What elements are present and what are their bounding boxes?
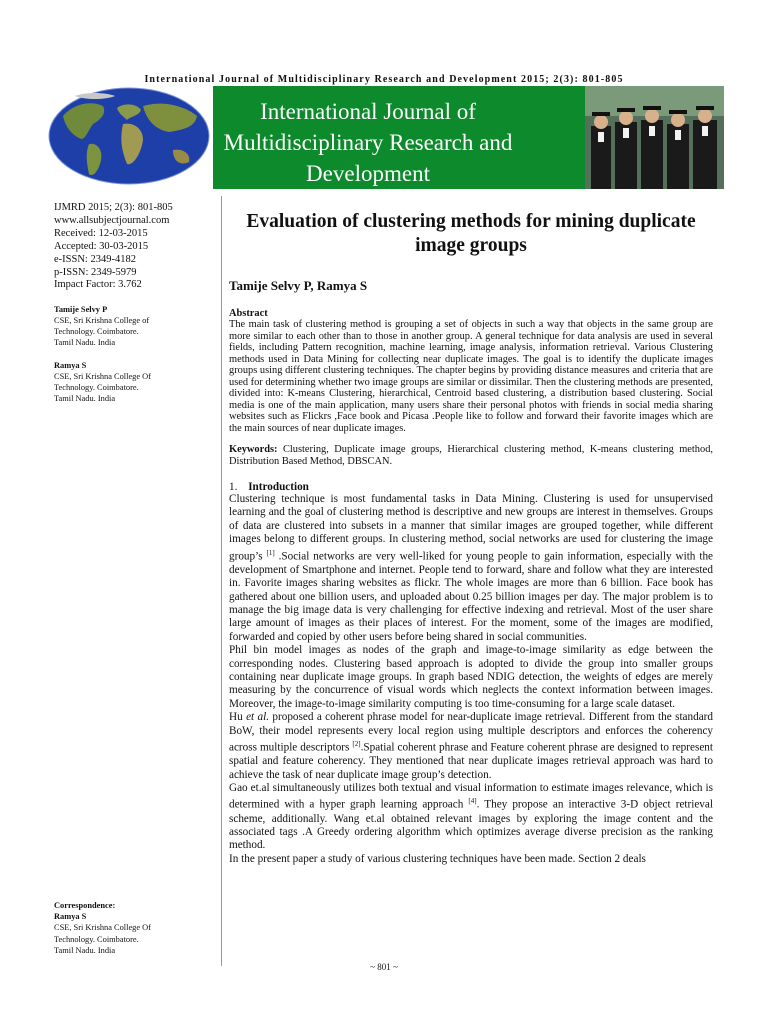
paragraph-text: Clustering technique is most fundamental tasks in Data Mining. Clustering is used for unsupervised learning and the goal of clustering method is descriptive and new groups are interest in themselves. Groups of data are clustered into subsets in a manner that similar images are grouped together, while different images belong to different groups. In clustering method, social networks are used for clustering the image group’s [229, 493, 713, 563]
paragraph [229, 711, 713, 782]
citation-ref[interactable]: [2] [352, 740, 361, 749]
affiliation-line: Tamil Nadu. India [54, 394, 116, 404]
correspondence-line: Tamil Nadu. India [54, 945, 116, 955]
abstract-text: The main task of clustering method is grouping a set of objects in such a way that objects in the same group are more similar to each other than to those in another group. A general technique for data analysis are used in several fields, including Pattern recognition, machine learning, image analysis, information retrieval. Various Clustering methods used in Data Mining for collecting near duplicate images. The goal is to identify the duplicate images groups using different clustering techniques. The chapter begins by providing distance measures and criteria that are used for determining whether two image groups are similar or dissimilar. Then the clustering methods are presented, divided into: K-means Clustering, hierarchical, Centroid based clustering, a distribution based clustering. Social media is one of the main application, many users share their personal photos with friends in social media sharing websites such as Flickrs ,Face book and Picasa .People like to follow and forward their favorite images which are the main sources of near duplicate images. [229, 319, 713, 434]
affiliation-name: Ramya S [54, 361, 87, 371]
abstract-heading: Abstract [229, 308, 268, 319]
journal-url[interactable]: www.allsubjectjournal.com [54, 214, 170, 226]
correspondence-line: CSE, Sri Krishna College Of [54, 923, 152, 933]
affiliation-line: Tamil Nadu. India [54, 338, 116, 348]
received-date: Received: 12-03-2015 [54, 227, 148, 239]
paragraph-text: Hu [229, 711, 247, 724]
world-map-globe-icon [45, 86, 213, 189]
paragraph-emphasis: et al. [246, 711, 270, 724]
introduction-body [229, 493, 713, 866]
keywords [229, 444, 713, 467]
citation-ref[interactable]: [4] [468, 797, 477, 806]
correspondence-name: Ramya S [54, 912, 87, 922]
impact-factor: Impact Factor: 3.762 [54, 279, 142, 291]
article-main [229, 210, 713, 866]
section-heading [229, 481, 713, 493]
paragraph-text: .Social networks are very well-liked for young people to gain information, especially with the development of Smartphone and internet. People tend to forward, share and follow what they are interested in. Favorite images sharing websites as flickr. The whole images are more than 6 billion. Face book has gathered about one billion users, and uploaded about 0.25 billion images per day. The major problem is to manage the big image data is very challenging for effective indexing and retrieval. Most of the user share large amount of images as their places of interest. For the moment, some of the images are modified, forwarded and copied by other users before being shared in social communities. [229, 550, 713, 643]
section-number: 1. [229, 481, 238, 493]
graduates-photo-icon [585, 86, 724, 189]
column-divider [221, 196, 222, 966]
affiliation-name: Tamije Selvy P [54, 305, 108, 315]
paragraph-text: Gao et.al simultaneously utilizes both textual and visual information to estimate images relevance, which is determined with a hyper graph learning approach [229, 782, 713, 812]
affiliation-line: Technology. Coimbatore. [54, 383, 139, 393]
paragraph [229, 853, 713, 866]
article-metadata [54, 202, 224, 292]
e-issn: e-ISSN: 2349-4182 [54, 253, 136, 265]
paragraph-text: In the present paper a study of various clustering techniques have been made. Section 2 deals [229, 852, 646, 865]
keywords-text: Clustering, Duplicate image groups, Hierarchical clustering method, K-means clustering method, Distribution Based Method, DBSCAN. [229, 444, 713, 467]
article-sidebar [54, 202, 224, 404]
accepted-date: Accepted: 30-03-2015 [54, 240, 149, 252]
banner-title: International Journal of Multidisciplinary Research and Development [223, 99, 513, 186]
author-affiliation [54, 304, 224, 348]
affiliation-line: CSE, Sri Krishna College of [54, 316, 150, 326]
paragraph [229, 644, 713, 711]
paragraph [229, 493, 713, 644]
paragraph-text: proposed a coherent phrase model for near-duplicate image retrieval. Different from the standard BoW, their model represents every local region using multiple descriptors and enforces the coherency across multiple descriptors [229, 711, 713, 754]
section-title: Introduction [248, 481, 309, 493]
paper-title: Evaluation of clustering methods for mining duplicate image groups [246, 211, 696, 256]
correspondence-label: Correspondence: [54, 901, 116, 910]
keywords-label: Keywords: [229, 444, 278, 455]
correspondence-block [54, 900, 224, 956]
affiliation-line: Technology. Coimbatore. [54, 327, 139, 337]
p-issn: p-ISSN: 2349-5979 [54, 266, 137, 278]
running-head: International Journal of Multidisciplinary Research and Development 2015; 2(3): 801-805 [144, 74, 624, 85]
citation-ref[interactable]: [1] [266, 548, 275, 557]
citation: IJMRD 2015; 2(3): 801-805 [54, 202, 173, 213]
paragraph [229, 782, 713, 853]
paragraph-text: . They propose an interactive 3-D object retrieval scheme, additionally. Wang et.al obtained relevant images by exploring the image content and the associated tags .A Greedy ordering algorithm which optimizes average diverse precision as the ranking method. [229, 799, 713, 852]
journal-banner [45, 86, 724, 189]
author-list: Tamije Selvy P, Ramya S [229, 278, 368, 293]
page-number: ~ 801 ~ [370, 962, 398, 972]
author-affiliation [54, 360, 224, 404]
paragraph-text: Phil bin model images as nodes of the graph and image-to-image similarity as edge between the corresponding nodes. Clustering based approach is adopted to divide the group into smaller groups containing near duplicate image groups. In graph based NDIG detection, the weights of edges are merely measuring by the concurrence of visual words which neglects the context information between images. Moreover, the image-to-image similarity computing is too time-consuming for a large scale dataset. [229, 644, 713, 710]
correspondence-line: Technology. Coimbatore. [54, 934, 139, 944]
affiliation-line: CSE, Sri Krishna College Of [54, 372, 152, 382]
paragraph-text: .Spatial coherent phrase and Feature coherent phrase are designed to represent spatial and feature coherency. They mentioned that near duplicate images retrieval approach was hard to achieve the task of near duplicate image group’s detection. [229, 741, 713, 781]
